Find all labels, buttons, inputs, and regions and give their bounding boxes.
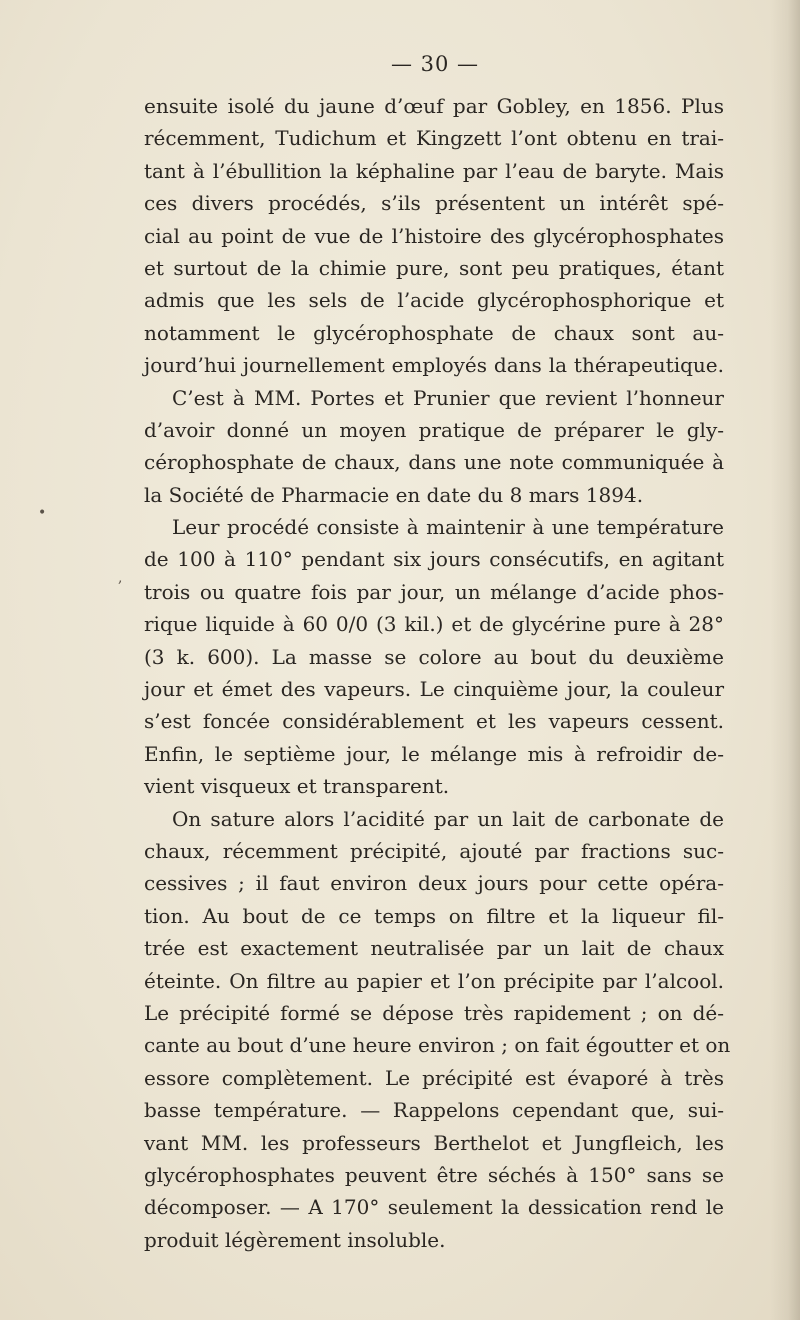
text-line: notamment le glycérophosphate de chaux sont au- bbox=[144, 320, 724, 345]
text-line: cial au point de vue de l’histoire des glycérophosphates bbox=[144, 223, 724, 248]
text-line: trois ou quatre fois par jour, un mélange d’acide phos- bbox=[144, 579, 724, 604]
margin-speck: • bbox=[38, 505, 47, 521]
text-line: jourd’hui journellement employés dans la thérapeutique. bbox=[144, 353, 724, 378]
text-line: et surtout de la chimie pure, sont peu pratiques, étant bbox=[144, 255, 724, 280]
text-line: Leur procédé consiste à maintenir à une température bbox=[172, 515, 724, 540]
text-line: (3 k. 600). La masse se colore au bout du deuxième bbox=[144, 644, 724, 669]
text-line: ensuite isolé du jaune d’œuf par Gobley, en 1856. Plus bbox=[144, 94, 724, 118]
page-edge-shadow bbox=[770, 0, 800, 1320]
text-line: essore complètement. Le précipité est évaporé à très bbox=[144, 1065, 724, 1090]
margin-speck: , bbox=[118, 570, 123, 586]
text-line: On sature alors l’acidité par un lait de carbonate de bbox=[172, 806, 724, 831]
text-line: Le précipité formé se dépose très rapidement ; on dé- bbox=[144, 1000, 724, 1025]
text-line: vient visqueux et transparent. bbox=[144, 774, 450, 799]
text-line: basse température. — Rappelons cependant que, sui- bbox=[144, 1098, 724, 1123]
text-line: tion. Au bout de ce temps on filtre et la liqueur fil- bbox=[144, 903, 724, 928]
text-line: produit légèrement insoluble. bbox=[144, 1227, 446, 1252]
text-line: cante au bout d’une heure environ ; on fait égoutter et on bbox=[144, 1033, 731, 1058]
text-line: d’avoir donné un moyen pratique de préparer le gly- bbox=[144, 417, 724, 442]
text-line: glycérophosphates peuvent être séchés à 150° sans se bbox=[144, 1162, 724, 1187]
text-line: la Société de Pharmacie en date du 8 mars 1894. bbox=[144, 482, 644, 507]
text-line: cérophosphate de chaux, dans une note communiquée à bbox=[144, 450, 724, 475]
text-line: ces divers procédés, s’ils présentent un intérêt spé- bbox=[144, 191, 724, 216]
page-number: — 30 — bbox=[390, 52, 480, 76]
text-line: jour et émet des vapeurs. Le cinquième jour, la couleur bbox=[144, 677, 724, 702]
text-line: admis que les sels de l’acide glycérophosphorique et bbox=[144, 288, 724, 313]
text-line: C’est à MM. Portes et Prunier que revient l’honneur bbox=[172, 385, 724, 410]
text-line: chaux, récemment précipité, ajouté par fractions suc- bbox=[144, 838, 724, 863]
text-line: éteinte. On filtre au papier et l’on précipite par l’alcool. bbox=[144, 968, 724, 993]
body-text bbox=[144, 90, 731, 1256]
text-line: tant à l’ébullition la képhaline par l’eau de baryte. Mais bbox=[144, 158, 724, 183]
text-line: de 100 à 110° pendant six jours consécutifs, en agitant bbox=[144, 547, 724, 572]
text-line: vant MM. les professeurs Berthelot et Jungfleich, les bbox=[144, 1130, 724, 1155]
text-line: Enfin, le septième jour, le mélange mis à refroidir de- bbox=[144, 741, 724, 766]
text-line: décomposer. — A 170° seulement la dessication rend le bbox=[144, 1195, 724, 1220]
text-line: trée est exactement neutralisée par un lait de chaux bbox=[144, 936, 724, 961]
text-line: rique liquide à 60 0/0 (3 kil.) et de glycérine pure à 28° bbox=[144, 612, 724, 637]
text-line: s’est foncée considérablement et les vapeurs cessent. bbox=[144, 709, 724, 734]
text-line: récemment, Tudichum et Kingzett l’ont obtenu en trai- bbox=[144, 126, 724, 151]
text-line: cessives ; il faut environ deux jours pour cette opéra- bbox=[144, 871, 724, 896]
